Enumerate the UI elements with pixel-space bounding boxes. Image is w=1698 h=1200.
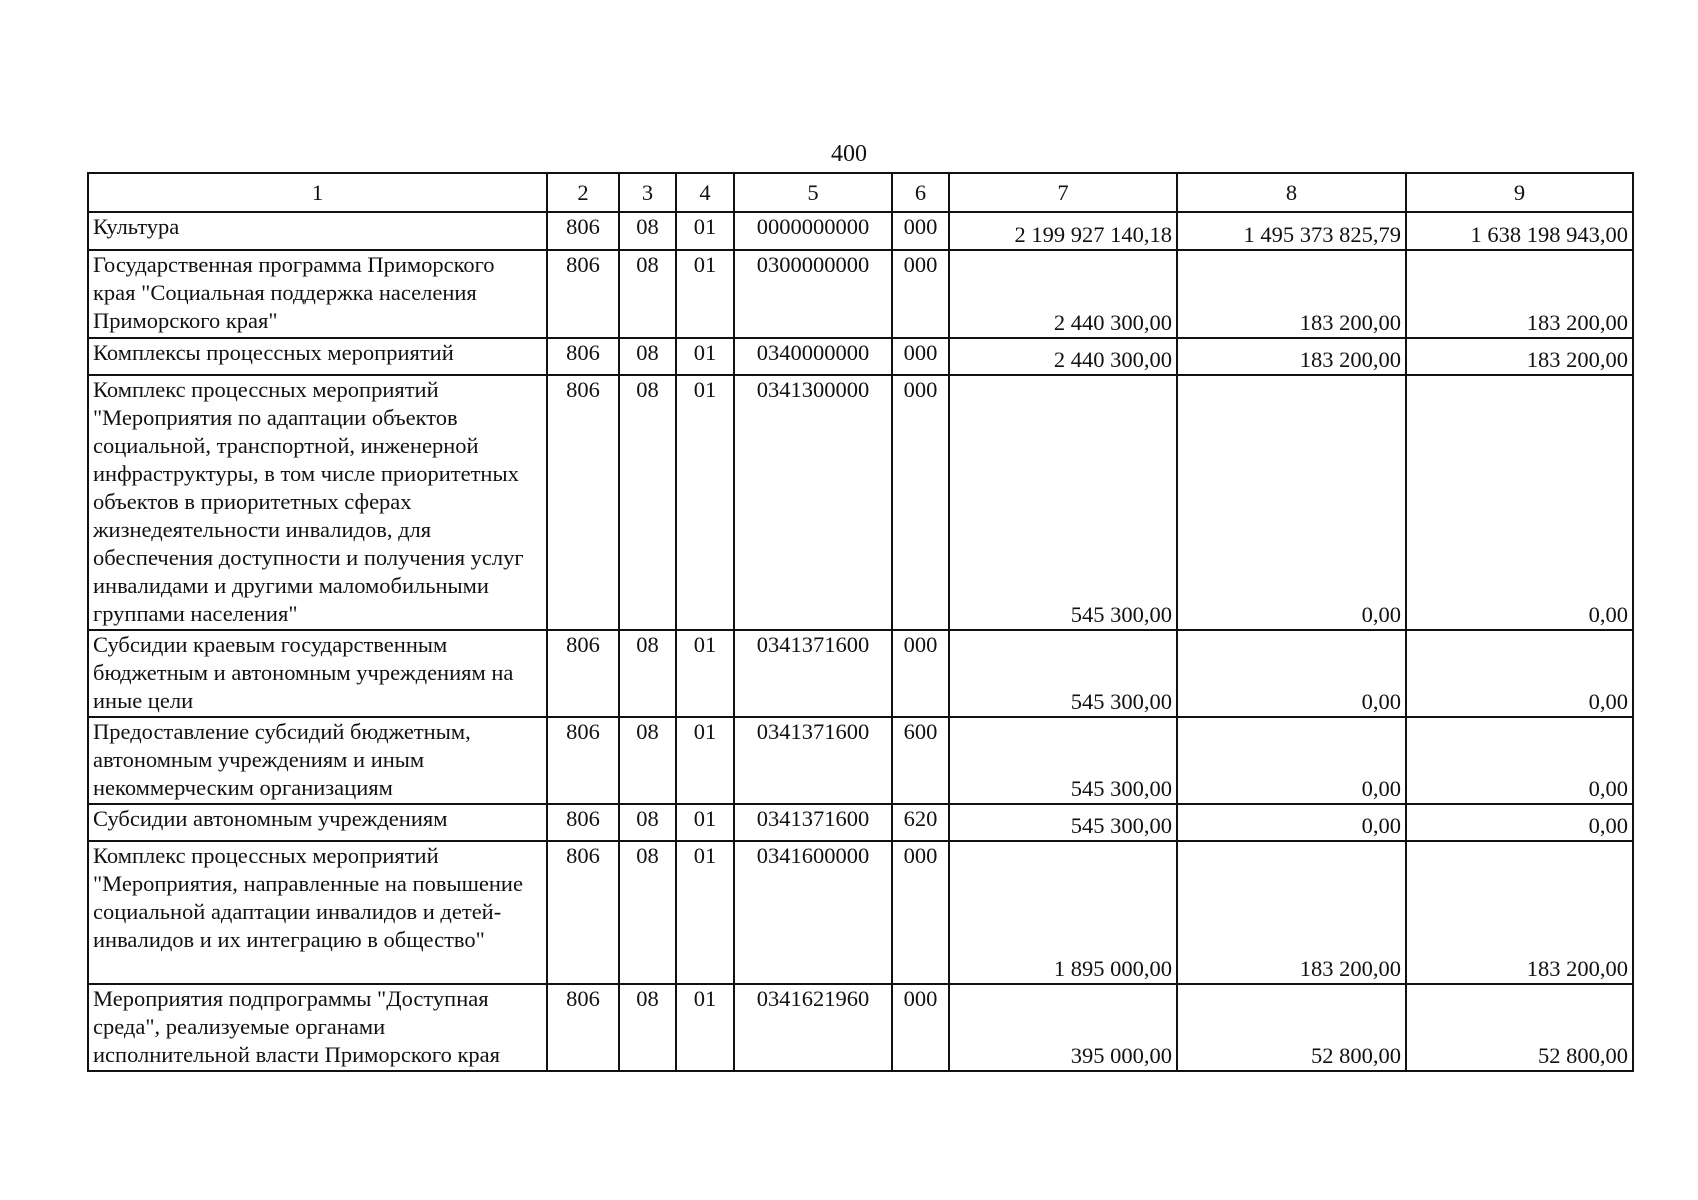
amount-col-9: 1 638 198 943,00 [1406,212,1633,250]
row-name: Комплексы процессных мероприятий [88,338,547,375]
col-header: 6 [892,173,949,212]
col-header: 4 [676,173,734,212]
table-row [88,717,1633,804]
subsection-code: 01 [676,338,734,375]
section-code: 08 [619,630,676,717]
amount-col-8: 183 200,00 [1177,841,1406,984]
amount-col-7: 2 440 300,00 [949,250,1177,338]
expense-type-code: 000 [892,984,949,1071]
section-code: 08 [619,717,676,804]
row-name: Государственная программа Приморского края "Социальная поддержка населения Приморского края" [88,250,547,338]
expense-type-code: 000 [892,841,949,984]
target-article-code: 0341371600 [734,804,892,841]
table-row [88,212,1633,250]
amount-col-9: 0,00 [1406,717,1633,804]
expense-type-code: 000 [892,630,949,717]
table-row [88,375,1633,630]
table-row [88,841,1633,984]
expense-type-code: 000 [892,250,949,338]
target-article-code: 0000000000 [734,212,892,250]
ministry-code: 806 [547,375,619,630]
ministry-code: 806 [547,630,619,717]
expense-type-code: 620 [892,804,949,841]
section-code: 08 [619,984,676,1071]
row-name: Предоставление субсидий бюджетным, автономным учреждениям и иным некоммерческим организациям [88,717,547,804]
col-header: 9 [1406,173,1633,212]
header-row [88,173,1633,212]
amount-col-9: 183 200,00 [1406,841,1633,984]
row-name: Культура [88,212,547,250]
row-name: Комплекс процессных мероприятий "Мероприятия по адаптации объектов социальной, транспортной, инженерной инфраструктуры, в том числе приоритетных объектов в приоритетных сферах жизнедеятельности инвалидов, для обеспечения доступности и получения услуг инвалидами и другими маломобильными группами населения" [88,375,547,630]
ministry-code: 806 [547,841,619,984]
subsection-code: 01 [676,630,734,717]
ministry-code: 806 [547,250,619,338]
subsection-code: 01 [676,841,734,984]
table-row [88,984,1633,1071]
amount-col-8: 0,00 [1177,804,1406,841]
subsection-code: 01 [676,804,734,841]
ministry-code: 806 [547,717,619,804]
amount-col-9: 183 200,00 [1406,250,1633,338]
expense-type-code: 000 [892,212,949,250]
amount-col-8: 52 800,00 [1177,984,1406,1071]
amount-col-8: 1 495 373 825,79 [1177,212,1406,250]
target-article-code: 0341621960 [734,984,892,1071]
target-article-code: 0341371600 [734,630,892,717]
target-article-code: 0300000000 [734,250,892,338]
section-code: 08 [619,212,676,250]
ministry-code: 806 [547,338,619,375]
amount-col-9: 0,00 [1406,630,1633,717]
table-row [88,338,1633,375]
section-code: 08 [619,804,676,841]
table-row [88,804,1633,841]
amount-col-7: 395 000,00 [949,984,1177,1071]
row-name: Субсидии автономным учреждениям [88,804,547,841]
ministry-code: 806 [547,804,619,841]
amount-col-7: 2 440 300,00 [949,338,1177,375]
row-name: Субсидии краевым государственным бюджетным и автономным учреждениям на иные цели [88,630,547,717]
target-article-code: 0341371600 [734,717,892,804]
col-header: 8 [1177,173,1406,212]
row-name: Мероприятия подпрограммы "Доступная среда", реализуемые органами исполнительной власти Приморского края [88,984,547,1071]
col-header: 3 [619,173,676,212]
subsection-code: 01 [676,984,734,1071]
amount-col-8: 0,00 [1177,375,1406,630]
amount-col-9: 183 200,00 [1406,338,1633,375]
col-header: 7 [949,173,1177,212]
col-header: 2 [547,173,619,212]
row-name: Комплекс процессных мероприятий "Мероприятия, направленные на повышение социальной адаптации инвалидов и детей-инвалидов и их интеграцию в общество" [88,841,547,984]
table-row [88,250,1633,338]
amount-col-7: 2 199 927 140,18 [949,212,1177,250]
amount-col-7: 545 300,00 [949,804,1177,841]
expense-type-code: 000 [892,375,949,630]
target-article-code: 0341300000 [734,375,892,630]
expense-type-code: 000 [892,338,949,375]
target-article-code: 0341600000 [734,841,892,984]
amount-col-8: 0,00 [1177,717,1406,804]
section-code: 08 [619,375,676,630]
target-article-code: 0340000000 [734,338,892,375]
amount-col-8: 183 200,00 [1177,338,1406,375]
amount-col-9: 52 800,00 [1406,984,1633,1071]
amount-col-7: 545 300,00 [949,375,1177,630]
expense-type-code: 600 [892,717,949,804]
col-header: 5 [734,173,892,212]
budget-table [87,172,1634,1072]
amount-col-8: 183 200,00 [1177,250,1406,338]
subsection-code: 01 [676,250,734,338]
section-code: 08 [619,338,676,375]
amount-col-9: 0,00 [1406,804,1633,841]
amount-col-9: 0,00 [1406,375,1633,630]
col-header: 1 [88,173,547,212]
amount-col-7: 545 300,00 [949,717,1177,804]
section-code: 08 [619,841,676,984]
page-number: 400 [831,141,867,167]
section-code: 08 [619,250,676,338]
ministry-code: 806 [547,984,619,1071]
subsection-code: 01 [676,375,734,630]
subsection-code: 01 [676,717,734,804]
amount-col-7: 1 895 000,00 [949,841,1177,984]
ministry-code: 806 [547,212,619,250]
subsection-code: 01 [676,212,734,250]
table-row [88,630,1633,717]
amount-col-8: 0,00 [1177,630,1406,717]
amount-col-7: 545 300,00 [949,630,1177,717]
